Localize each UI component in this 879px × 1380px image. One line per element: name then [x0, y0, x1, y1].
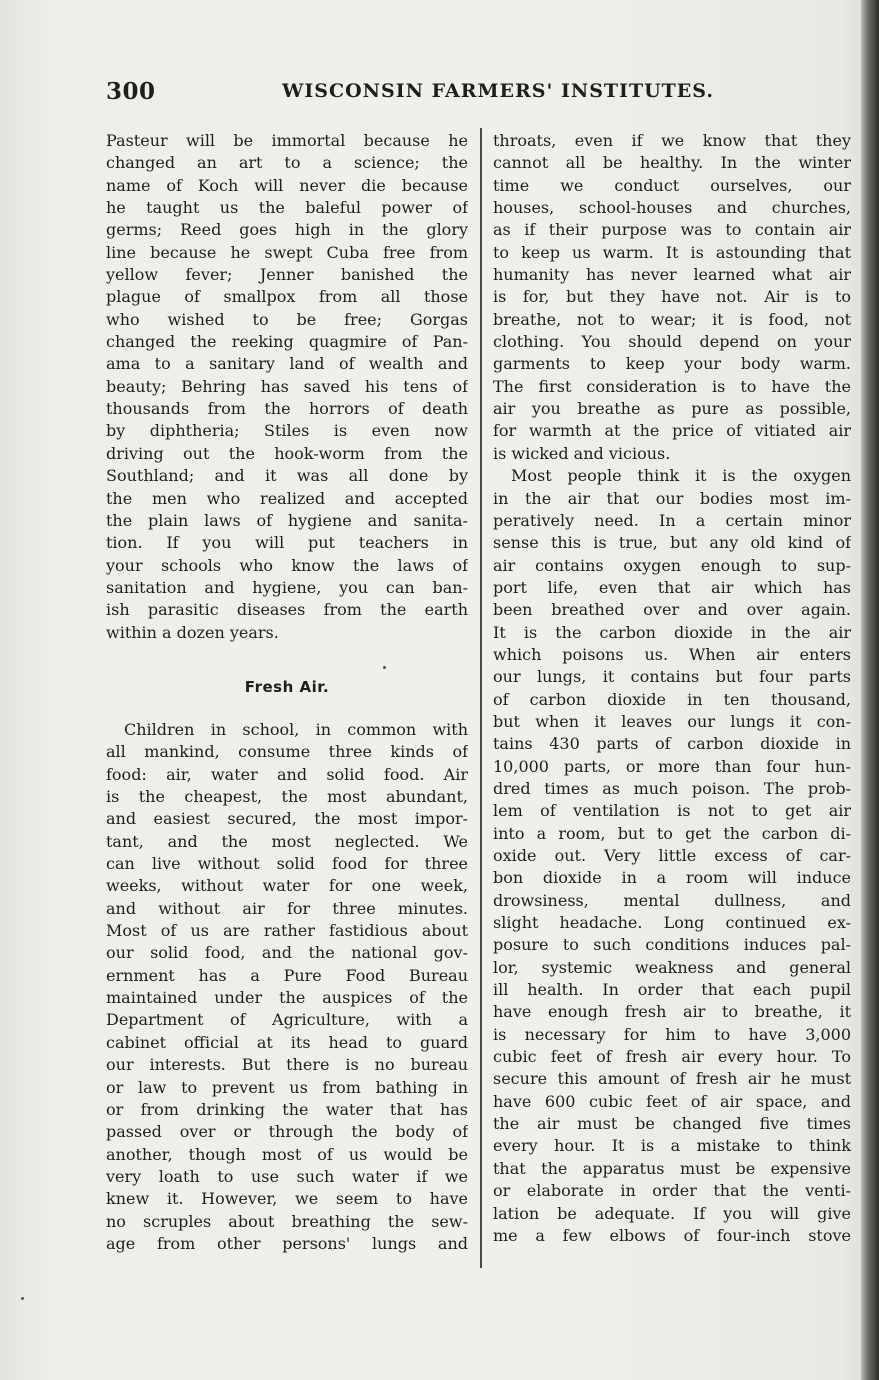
text-line: port life, even that air which has — [493, 577, 851, 597]
text-line: by diphtheria; Stiles is even now — [106, 421, 468, 441]
text-line: secure this amount of fresh air he must — [493, 1069, 851, 1089]
section-heading: Fresh Air. — [244, 678, 330, 696]
text-line: oxide out. Very little excess of car- — [493, 846, 851, 865]
text-line: passed over or through the body of — [106, 1122, 468, 1142]
text-line: ama to a sanitary land of wealth and — [106, 354, 468, 374]
page-binding-edge — [861, 0, 879, 1380]
text-line: air contains oxygen enough to sup- — [493, 555, 851, 575]
text-line: It is the carbon dioxide in the air — [493, 622, 851, 642]
text-line: ish parasitic diseases from the earth — [106, 600, 468, 620]
text-line: have 600 cubic feet of air space, and — [493, 1091, 851, 1111]
text-line: tion. If you will put teachers in — [106, 533, 468, 553]
text-line: the air must be changed five times — [493, 1114, 851, 1134]
text-line: very loath to use such water if we — [106, 1166, 468, 1186]
text-line: yellow fever; Jenner banished the — [106, 265, 468, 285]
text-line: Children in school, in common with — [124, 720, 468, 739]
text-line: age from other persons' lungs and — [106, 1233, 468, 1253]
text-line: cannot all be healthy. In the winter — [493, 153, 851, 173]
text-line: drowsiness, mental dullness, and — [493, 890, 851, 910]
text-line: throats, even if we know that they — [493, 131, 851, 150]
text-line: driving out the hook-worm from the — [106, 443, 468, 463]
text-line: name of Koch will never die because — [106, 175, 468, 195]
running-head: WISCONSIN FARMERS' INSTITUTES. — [282, 80, 714, 102]
text-line: germs; Reed goes high in the glory — [106, 220, 468, 240]
text-line: cabinet official at its head to guard — [106, 1032, 468, 1052]
text-line: time we conduct ourselves, our — [493, 175, 851, 195]
text-line: your schools who know the laws of — [106, 555, 468, 575]
text-line: and without air for three minutes. — [106, 898, 468, 918]
text-line: dred times as much poison. The prob- — [493, 778, 851, 798]
text-line: have enough fresh air to breathe, it — [493, 1002, 851, 1022]
text-line: Pasteur will be immortal because he — [106, 131, 468, 150]
text-line: Most of us are rather fastidious about — [106, 921, 468, 941]
column-divider — [480, 128, 482, 1268]
text-line: to keep us warm. It is astounding that — [493, 242, 851, 262]
text-line: tant, and the most neglected. We — [106, 831, 468, 851]
text-line: posure to such conditions induces pal- — [493, 935, 851, 955]
text-line: into a room, but to get the carbon di- — [493, 823, 851, 843]
text-line: in the air that our bodies most im- — [493, 488, 851, 508]
text-line: garments to keep your body warm. — [493, 354, 851, 374]
text-line: thousands from the horrors of death — [106, 399, 468, 419]
text-line: or from drinking the water that has — [106, 1099, 468, 1119]
text-line: every hour. It is a mistake to think — [493, 1136, 851, 1156]
text-line: Most people think it is the oxygen — [511, 466, 851, 486]
text-line: is the cheapest, the most abundant, — [106, 787, 468, 807]
text-line: and easiest secured, the most impor- — [106, 809, 468, 829]
text-line: for warmth at the price of vitiated air — [493, 421, 851, 441]
text-line: lem of ventilation is not to get air — [493, 801, 851, 821]
left-column-bottom — [106, 719, 468, 1255]
text-line: sanitation and hygiene, you can ban- — [106, 577, 468, 597]
text-line: lation be adequate. If you will give — [493, 1203, 851, 1223]
text-line: as if their purpose was to contain air — [493, 220, 851, 240]
text-line: houses, school-houses and churches, — [493, 198, 851, 218]
text-line: is for, but they have not. Air is to — [493, 287, 851, 307]
text-line: knew it. However, we seem to have — [106, 1189, 468, 1209]
text-line: the plain laws of hygiene and sanita- — [106, 510, 468, 530]
text-line: ill health. In order that each pupil — [493, 980, 851, 1000]
text-line: our solid food, and the national gov- — [106, 943, 468, 963]
left-column-top — [106, 130, 468, 644]
text-line: tains 430 parts of carbon dioxide in — [493, 734, 851, 754]
text-line: all mankind, consume three kinds of — [106, 742, 468, 762]
text-line: that the apparatus must be expensive — [493, 1158, 851, 1178]
text-line: can live without solid food for three — [106, 854, 468, 874]
text-line: the men who realized and accepted — [106, 488, 468, 508]
print-speck — [21, 1297, 24, 1300]
text-line: is wicked and vicious. — [493, 443, 671, 463]
text-line: food: air, water and solid food. Air — [106, 764, 468, 784]
text-line: is necessary for him to have 3,000 — [493, 1024, 851, 1044]
text-line: been breathed over and over again. — [493, 600, 851, 620]
text-line: which poisons us. When air enters — [493, 644, 851, 664]
text-line: ernment has a Pure Food Bureau — [106, 965, 468, 985]
text-line: peratively need. In a certain minor — [493, 510, 851, 530]
text-line: or law to prevent us from bathing in — [106, 1077, 468, 1097]
text-line: Southland; and it was all done by — [106, 466, 468, 486]
text-line: line because he swept Cuba free from — [106, 242, 468, 262]
text-line: Department of Agriculture, with a — [106, 1010, 468, 1030]
text-line: 10,000 parts, or more than four hun- — [493, 756, 851, 776]
text-line: within a dozen years. — [106, 622, 279, 642]
text-line: weeks, without water for one week, — [106, 876, 468, 896]
text-line: me a few elbows of four-inch stove — [493, 1225, 851, 1245]
page-number: 300 — [106, 78, 156, 105]
text-line: cubic feet of fresh air every hour. To — [493, 1047, 851, 1067]
print-speck — [383, 666, 386, 669]
text-line: another, though most of us would be — [106, 1144, 468, 1164]
text-line: but when it leaves our lungs it con- — [493, 711, 851, 731]
text-line: bon dioxide in a room will induce — [493, 868, 851, 888]
text-line: our lungs, it contains but four parts — [493, 667, 851, 687]
text-line: beauty; Behring has saved his tens of — [106, 376, 468, 396]
text-line: sense this is true, but any old kind of — [493, 533, 851, 553]
text-line: changed the reeking quagmire of Pan- — [106, 332, 468, 352]
text-line: The first consideration is to have the — [493, 376, 851, 396]
text-line: or elaborate in order that the venti- — [493, 1181, 851, 1201]
text-line: no scruples about breathing the sew- — [106, 1211, 468, 1231]
text-line: breathe, not to wear; it is food, not — [493, 309, 851, 329]
page-header — [106, 78, 714, 112]
text-line: slight headache. Long continued ex- — [493, 913, 851, 933]
text-line: of carbon dioxide in ten thousand, — [493, 689, 851, 709]
right-column — [493, 130, 851, 1247]
text-line: who wished to be free; Gorgas — [106, 309, 468, 329]
text-line: clothing. You should depend on your — [493, 332, 851, 352]
text-line: lor, systemic weakness and general — [493, 957, 851, 977]
text-line: maintained under the auspices of the — [106, 988, 468, 1008]
text-line: changed an art to a science; the — [106, 153, 468, 173]
text-line: air you breathe as pure as possible, — [493, 399, 851, 419]
text-line: he taught us the baleful power of — [106, 198, 468, 218]
text-line: plague of smallpox from all those — [106, 287, 468, 307]
text-line: our interests. But there is no bureau — [106, 1055, 468, 1075]
text-line: humanity has never learned what air — [493, 265, 851, 285]
